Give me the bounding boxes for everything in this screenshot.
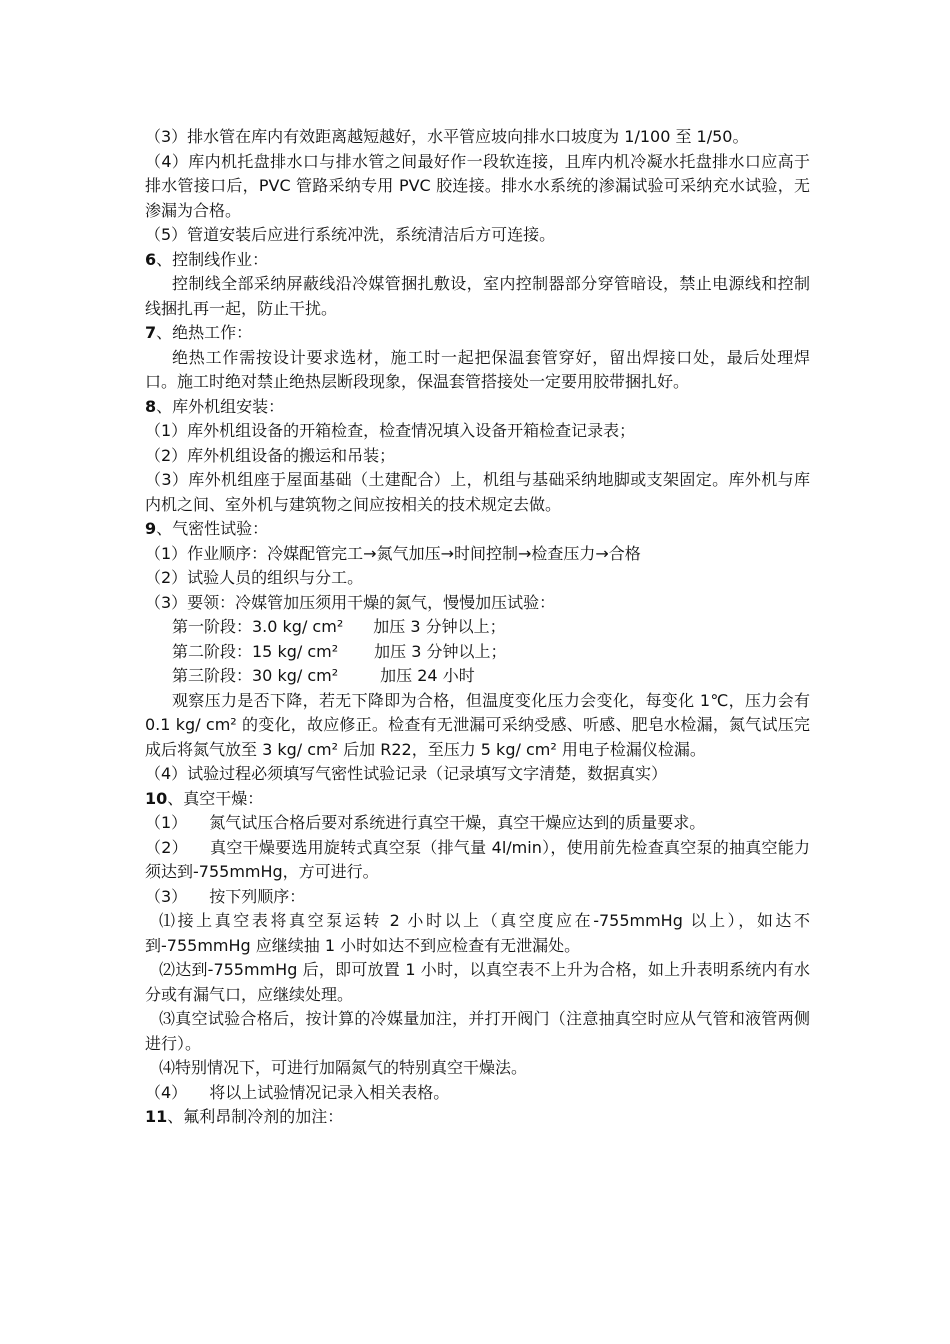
- sec10-item3-text: 按下列顺序：: [209, 886, 306, 906]
- sec9-observe: 观察压力是否下降，若无下降即为合格，但温度变化压力会变化，每变化 1℃，压力会有 0.1 kg/ cm² 的变化，故应修正。检查有无泄漏可采纳受感、听感、肥皂水检漏，氮气试压完成后将氮气放至 3 kg/ cm² 后加 R22，至压力 5 kg/ cm² 用电子检漏仪检漏。: [145, 690, 810, 759]
- sec5-item4: （4）库内机托盘排水口与排水管之间最好作一段软连接，且库内机冷凝水托盘排水口应高于排水管接口后，PVC 管路采纳专用 PVC 胶连接。排水水系统的渗漏试验可采纳充水试验，无渗漏为合格。: [145, 151, 810, 220]
- sec10-item1-text: 氮气试压合格后要对系统进行真空干燥，真空干燥应达到的质量要求。: [209, 813, 706, 832]
- sec6-title: 、控制线作业：: [156, 249, 269, 269]
- stage-duration: 加压 24 小时: [380, 666, 475, 685]
- sec8-item2: （2）库外机组设备的搬运和吊装；: [145, 445, 396, 465]
- sec11-title: 、氟利昂制冷剂的加注：: [167, 1107, 344, 1126]
- stage-label: 第三阶段：30 kg/ cm²: [172, 666, 339, 685]
- stage-duration: 加压 3 分钟以上；: [374, 641, 507, 661]
- sec9-item4: （4）试验过程必须填写气密性试验记录（记录填写文字清楚，数据真实）: [145, 764, 668, 783]
- sec9-title: 、气密性试验：: [156, 519, 269, 538]
- sec8-number: 8: [145, 396, 157, 416]
- sec9-item1: （1）作业顺序：冷媒配管完工→氮气加压→时间控制→检查压力→合格: [145, 543, 641, 563]
- stage-label: 第一阶段：3.0 kg/ cm²: [172, 617, 344, 636]
- document-page: [145, 125, 810, 1130]
- sec10-sub3: ⑶真空试验合格后，按计算的冷媒量加注，并打开阀门（注意抽真空时应从气管和液管两侧进行）。: [145, 1009, 810, 1053]
- sec10-item1-number: （1）: [145, 813, 188, 832]
- sec10-heading: [145, 787, 810, 812]
- sec6-heading: [145, 248, 810, 273]
- sec10-item2-text: 真空干燥要选用旋转式真空泵（排气量 4l/min），使用前先检查真空泵的抽真空能力须达到-755mmHg，方可进行。: [145, 837, 810, 881]
- sec7-number: 7: [145, 323, 157, 342]
- stage-label: 第二阶段：15 kg/ cm²: [172, 641, 339, 661]
- sec5-item3: （3）排水管在库内有效距离越短越好，水平管应坡向排水口坡度为 1/100 至 1/50。: [145, 127, 749, 146]
- sec7-heading: [145, 321, 810, 346]
- sec10-sub4: ⑷特别情况下，可进行加隔氮气的特别真空干燥法。: [159, 1058, 528, 1077]
- sec9-item2: （2）试验人员的组织与分工。: [145, 568, 364, 587]
- sec10-item3: [145, 885, 810, 910]
- sec9-item3: （3）要领：冷媒管加压须用干燥的氮气，慢慢加压试验：: [145, 592, 556, 612]
- sec11-number: 11: [145, 1107, 168, 1126]
- sec8-heading: [145, 395, 810, 420]
- sec6-body: 控制线全部采纳屏蔽线沿冷媒管捆扎敷设，室内控制器部分穿管暗设，禁止电源线和控制线捆扎再一起，防止干扰。: [145, 274, 810, 318]
- sec7-body: 绝热工作需按设计要求选材，施工时一起把保温套管穿好，留出焊接口处，最后处理焊口。施工时绝对禁止绝热层断段现象，保温套管搭接处一定要用胶带捆扎好。: [145, 347, 810, 391]
- sec8-title: 、库外机组安装：: [156, 396, 285, 416]
- sec10-sub1: ⑴接上真空表将真空泵运转 2 小时以上（真空度应在-755mmHg 以上），如达不到-755mmHg 应继续抽 1 小时如达不到应检查有无泄漏处。: [145, 911, 810, 955]
- sec9-heading: [145, 517, 810, 542]
- sec10-item2: [145, 836, 810, 885]
- sec11-heading: [145, 1105, 810, 1130]
- sec9-number: 9: [145, 519, 157, 538]
- sec10-item3-number: （3）: [145, 886, 188, 906]
- stage-row: [145, 664, 810, 689]
- sec10-item4: [145, 1081, 810, 1106]
- sec8-item1: （1）库外机组设备的开箱检查，检查情况填入设备开箱检查记录表；: [145, 421, 636, 440]
- sec8-item3: （3）库外机组座于屋面基础（土建配合）上，机组与基础采纳地脚或支架固定。库外机与库内机之间、室外机与建筑物之间应按相关的技术规定去做。: [145, 470, 810, 514]
- stage-row: [145, 615, 810, 640]
- stage-duration: 加压 3 分钟以上；: [373, 617, 506, 636]
- sec10-item1: [145, 811, 810, 836]
- sec10-sub2: ⑵达到-755mmHg 后，即可放置 1 小时，以真空表不上升为合格，如上升表明系统内有水分或有漏气口，应继续处理。: [145, 960, 810, 1004]
- sec10-item2-number: （2）: [145, 837, 188, 857]
- sec6-number: 6: [145, 249, 157, 269]
- sec10-number: 10: [145, 788, 168, 808]
- sec10-item4-number: （4）: [145, 1082, 188, 1102]
- sec10-title: 、真空干燥：: [167, 788, 264, 808]
- sec10-item4-text: 将以上试验情况记录入相关表格。: [209, 1082, 450, 1102]
- sec7-title: 、绝热工作：: [156, 323, 253, 342]
- sec5-item5: （5）管道安装后应进行系统冲洗，系统清洁后方可连接。: [145, 225, 556, 244]
- stage-row: [145, 640, 810, 665]
